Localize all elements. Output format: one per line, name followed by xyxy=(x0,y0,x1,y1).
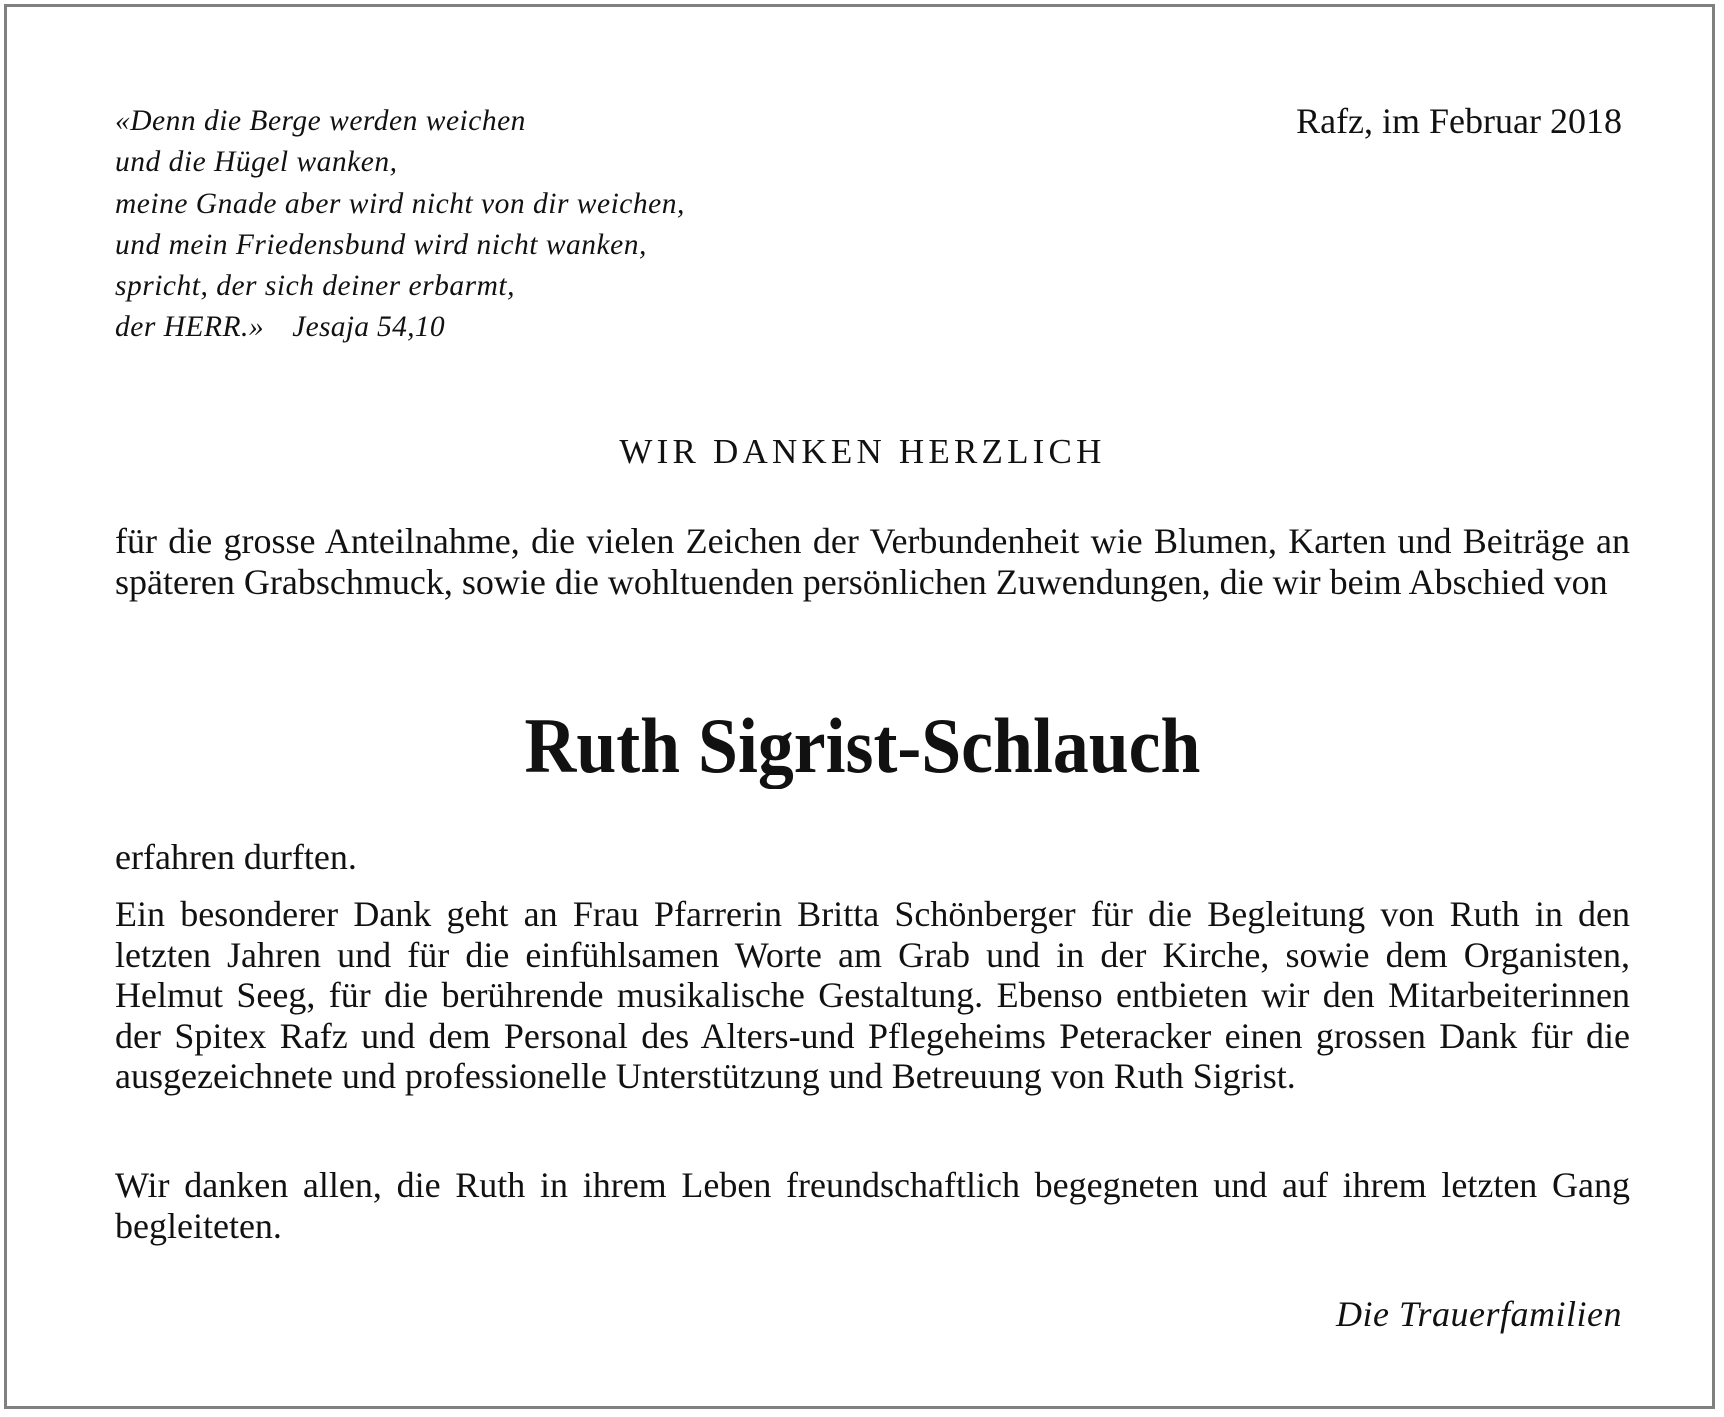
deceased-name: Ruth Sigrist-Schlauch xyxy=(524,702,1201,789)
quote-line: «Denn die Berge werden weichen xyxy=(115,105,526,137)
quote-line: spricht, der sich deiner erbarmt, xyxy=(115,270,515,303)
headline: WIR DANKEN HERZLICH xyxy=(619,432,1106,471)
signature: Die Trauerfamilien xyxy=(1336,1294,1622,1334)
quote-source: Jesaja 54,10 xyxy=(292,311,445,344)
place-date: Rafz, im Februar 2018 xyxy=(1296,101,1622,141)
quote-line: und mein Friedensbund wird nicht wanken, xyxy=(115,228,647,261)
notice-frame xyxy=(4,4,1715,1409)
thanks-all-paragraph: Wir danken allen, die Ruth in ihrem Leben freundschaftlich begegneten und auf ihrem letzten Gang begleiteten. xyxy=(115,1165,1630,1246)
special-thanks-paragraph: Ein besonderer Dank geht an Frau Pfarrerin Britta Schönberger für die Begleitung von Ruth in den letzten Jahren und für die einfühlsamen Worte am Grab und in der Kirche, sowie dem Organisten, Helmut Seeg, für die berührende musikalische Gestaltung. Ebenso entbieten wir den Mitarbeiterinnen der Spitex Rafz und dem Personal des Alters-und Pflegeheims Peteracker einen grossen Dank für die ausgezeichnete und professionelle Unterstützung und Betreuung von Ruth Sigrist. xyxy=(115,894,1630,1097)
intro-paragraph: für die grosse Anteilnahme, die vielen Zeichen der Verbundenheit wie Blumen, Karten und Beiträge an späteren Grabschmuck, sowie die wohltuenden persönlichen Zuwendungen, die wir beim Abschied von xyxy=(115,521,1630,602)
quote-line: meine Gnade aber wird nicht von dir weichen, xyxy=(115,187,685,220)
after-name-paragraph: erfahren durften. xyxy=(115,837,357,877)
quote-line: und die Hügel wanken, xyxy=(115,146,398,179)
bible-quote xyxy=(115,101,835,349)
quote-line-last xyxy=(115,307,835,348)
quote-line: der HERR.» xyxy=(115,311,265,344)
